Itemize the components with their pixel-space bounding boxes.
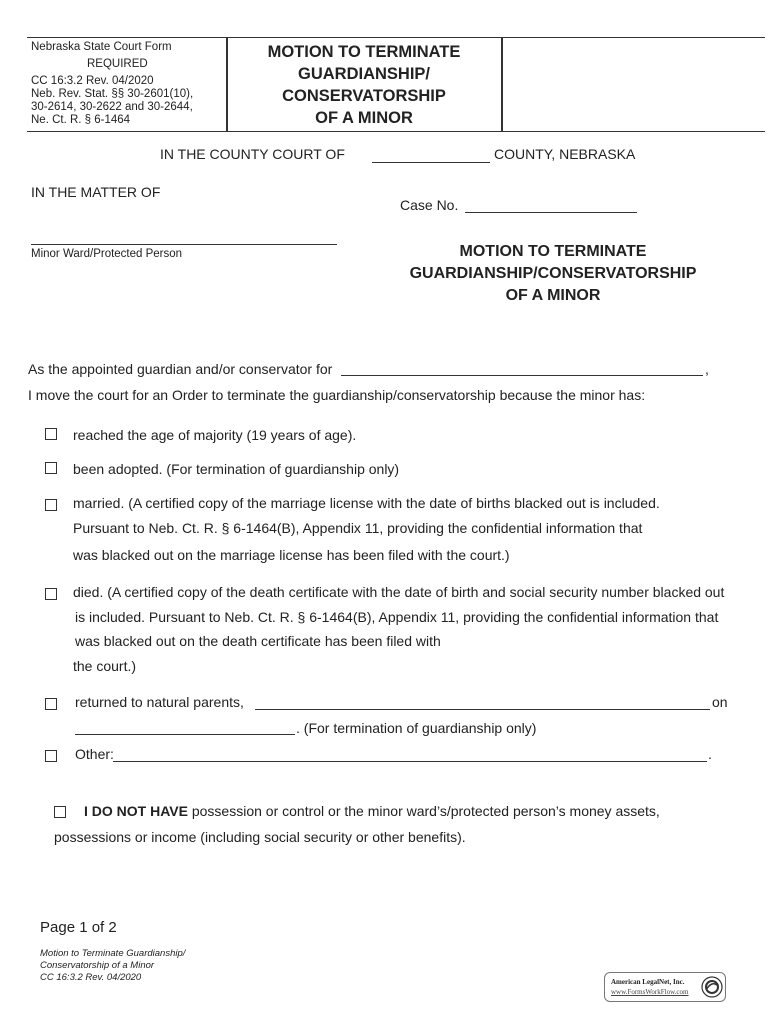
died-option-line-3: was blacked out on the death certificate has been filed with: [75, 633, 441, 649]
page-number: Page 1 of 2: [40, 919, 117, 936]
married-checkbox[interactable]: [45, 499, 57, 511]
county-name-field[interactable]: [372, 162, 490, 163]
natural-parents-field[interactable]: [255, 709, 710, 710]
header-title-line-2: GUARDIANSHIP/: [297, 65, 430, 83]
header-title: [228, 41, 500, 129]
died-checkbox[interactable]: [45, 588, 57, 600]
footer-form-line-2: Conservatorship of a Minor: [40, 960, 155, 971]
no-possession-line-2: possessions or income (including social security or other benefits).: [54, 829, 466, 845]
caption-title: [380, 241, 726, 307]
ward-name-intro-field[interactable]: [341, 375, 703, 376]
header-title-line-4: OF A MINOR: [315, 109, 413, 127]
returned-on-label: on: [712, 694, 728, 710]
adopted-checkbox[interactable]: [45, 462, 57, 474]
footer-form-line-1: Motion to Terminate Guardianship/: [40, 948, 186, 959]
ward-name-field[interactable]: [31, 244, 337, 245]
returned-date-field[interactable]: [75, 734, 295, 735]
died-option-line-2: is included. Pursuant to Neb. Ct. R. § 6-1464(B), Appendix 11, providing the confidential information that: [75, 609, 719, 625]
county-court-prefix: IN THE COUNTY COURT OF: [160, 146, 345, 162]
married-option-line-1: married. (A certified copy of the marriage license with the date of births blacked out is included.: [73, 495, 660, 511]
caption-title-line-1: MOTION TO TERMINATE: [459, 243, 647, 260]
caption-title-line-3: OF A MINOR: [505, 287, 601, 304]
other-label: Other:: [75, 746, 114, 762]
returned-note: . (For termination of guardianship only): [296, 720, 537, 736]
publisher-logo: [604, 972, 726, 1002]
died-option-line-1: died. (A certified copy of the death certificate with the date of birth and social security number blacked out: [73, 584, 725, 600]
statute-line-2: 30-2614, 30-2622 and 30-2644,: [31, 101, 193, 113]
matter-of-label: IN THE MATTER OF: [31, 184, 161, 200]
married-option-line-2: Pursuant to Neb. Ct. R. § 6-1464(B), Appendix 11, providing the confidential information that: [73, 520, 643, 536]
case-no-field[interactable]: [465, 212, 637, 213]
form-rev-label: CC 16:3.2 Rev. 04/2020: [31, 75, 154, 87]
returned-checkbox[interactable]: [45, 698, 57, 710]
header-title-line-1: MOTION TO TERMINATE: [267, 43, 461, 61]
publisher-emblem-icon: [701, 976, 723, 998]
no-possession-line-1: [84, 803, 660, 819]
rule-line: Ne. Ct. R. § 6-1464: [31, 114, 131, 126]
majority-checkbox[interactable]: [45, 428, 57, 440]
case-no-label: Case No.: [400, 197, 459, 213]
other-end: .: [708, 746, 712, 762]
adopted-option-text: been adopted. (For termination of guardianship only): [73, 461, 400, 477]
other-checkbox[interactable]: [45, 750, 57, 762]
majority-option-text: reached the age of majority (19 years of age).: [73, 427, 357, 443]
header-divider-2: [501, 37, 503, 131]
died-option-line-4: the court.): [73, 658, 137, 674]
no-possession-checkbox[interactable]: [54, 806, 66, 818]
footer-form-line-3: CC 16:3.2 Rev. 04/2020: [40, 972, 142, 983]
court-form-label: Nebraska State Court Form: [31, 41, 172, 53]
other-reason-field[interactable]: [113, 761, 707, 762]
no-possession-text: possession or control or the minor ward’s/protected person’s money assets,: [187, 803, 660, 819]
header-title-line-3: CONSERVATORSHIP: [282, 87, 446, 105]
no-possession-bold: I DO NOT HAVE: [84, 803, 188, 819]
publisher-name: American LegalNet, Inc.: [611, 978, 685, 986]
publisher-url: www.FormsWorkFlow.com: [611, 988, 689, 996]
returned-option-text: returned to natural parents,: [75, 694, 244, 710]
ward-label: Minor Ward/Protected Person: [31, 248, 183, 260]
statute-line-1: Neb. Rev. Stat. §§ 30-2601(10),: [31, 88, 194, 100]
required-label: REQUIRED: [87, 58, 148, 70]
footer-form-info: [40, 948, 185, 984]
intro-line-2: I move the court for an Order to terminate the guardianship/conservatorship because the minor has:: [28, 387, 646, 403]
intro-line-1-end: ,: [705, 361, 709, 377]
caption-title-line-2: GUARDIANSHIP/CONSERVATORSHIP: [409, 265, 697, 282]
county-court-suffix: COUNTY, NEBRASKA: [494, 146, 636, 162]
married-option-line-3: was blacked out on the marriage license has been filed with the court.): [73, 547, 510, 563]
intro-line-1: As the appointed guardian and/or conservator for: [28, 361, 333, 377]
